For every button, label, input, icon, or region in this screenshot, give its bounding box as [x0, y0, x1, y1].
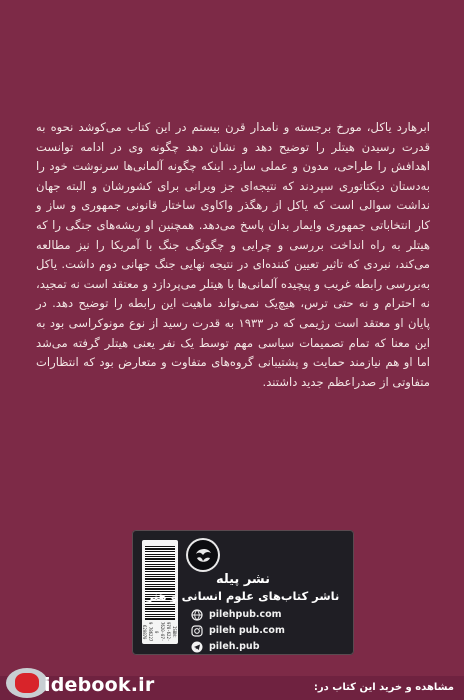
idebook-site-name[interactable]: idebook.ir — [44, 674, 155, 696]
publisher-logo — [188, 540, 218, 570]
instagram-icon — [191, 625, 203, 637]
footer-promo-text: مشاهده و خرید این کتاب در: — [313, 682, 454, 693]
back-cover-blurb — [36, 118, 430, 392]
contact-website-label: pilehpub.com — [209, 609, 282, 620]
contact-instagram[interactable] — [191, 623, 285, 638]
publisher-tagline: ناشر کتاب‌های علوم انسانی و هنر — [146, 589, 340, 603]
blurb-text: ابرهارد یاکل، مورخ برجسته و نامدار قرن بیستم در این کتاب می‌کوشد نحوه به قدرت رسیدن هیتلر را توضیح دهد و نشان دهد چگونه وی در ادامه توانست اهدافش را طراحی، مدون و عملی سازد. اینکه چگونه آلمانی‌ها سرنوشت خود را به‌دستان دیکتاتوری سپردند که نتیجه‌ای جز ویرانی برای کشورشان و البته جهان نداشت سوالی است که یاکل از رهگذر واکاوی ساختار قانونی جمهوری و ساز و کار انتخاباتی جمهوری وایمار بدان پاسخ می‌دهد. همچنین او ریشه‌های جنگی را که هیتلر به راه انداخت بررسی و چرایی و چگونگی جنگ با آمریکا را نیز مطالعه می‌کند، نبردی که تاثیر تعیین کننده‌ای در نتیجه نهایی جنگ جهانی دوم داشت. یاکل به‌بررسی رابطه غریب و پیچیده آلمانی‌ها با هیتلر می‌پردازد و معتقد است نه تمجید، نه احترام و نه حتی ترس، هیچ‌یک نمی‌تواند ماهیت این رابطه را توضیح دهد. در پایان او معتقد است رژیمی که در ۱۹۳۳ به قدرت رسید از نوع مونوکراسی بود به این معنا که تمام تصمیمات سیاسی مهم توسط یک نفر یعنی هیتلر گرفته می‌شد اما او هم نیازمند حمایت و پشتیبانی گروه‌های متفاوت و متعارض بود که انتظارات متفاوتی از صدراعظم جدید داشتند. — [36, 120, 430, 389]
idebook-logo-icon — [6, 668, 48, 698]
contact-website[interactable] — [191, 607, 282, 622]
globe-icon — [191, 609, 203, 621]
contact-telegram-label: pileh.pub — [209, 641, 260, 652]
isbn-text: ISBN: 978-622-7620-87-0 9 786227 620870 — [142, 622, 177, 642]
contact-instagram-label: pileh pub.com — [209, 625, 285, 636]
publisher-name: نشر پیله — [215, 572, 271, 587]
telegram-icon — [191, 641, 203, 653]
contact-telegram[interactable] — [191, 639, 260, 654]
